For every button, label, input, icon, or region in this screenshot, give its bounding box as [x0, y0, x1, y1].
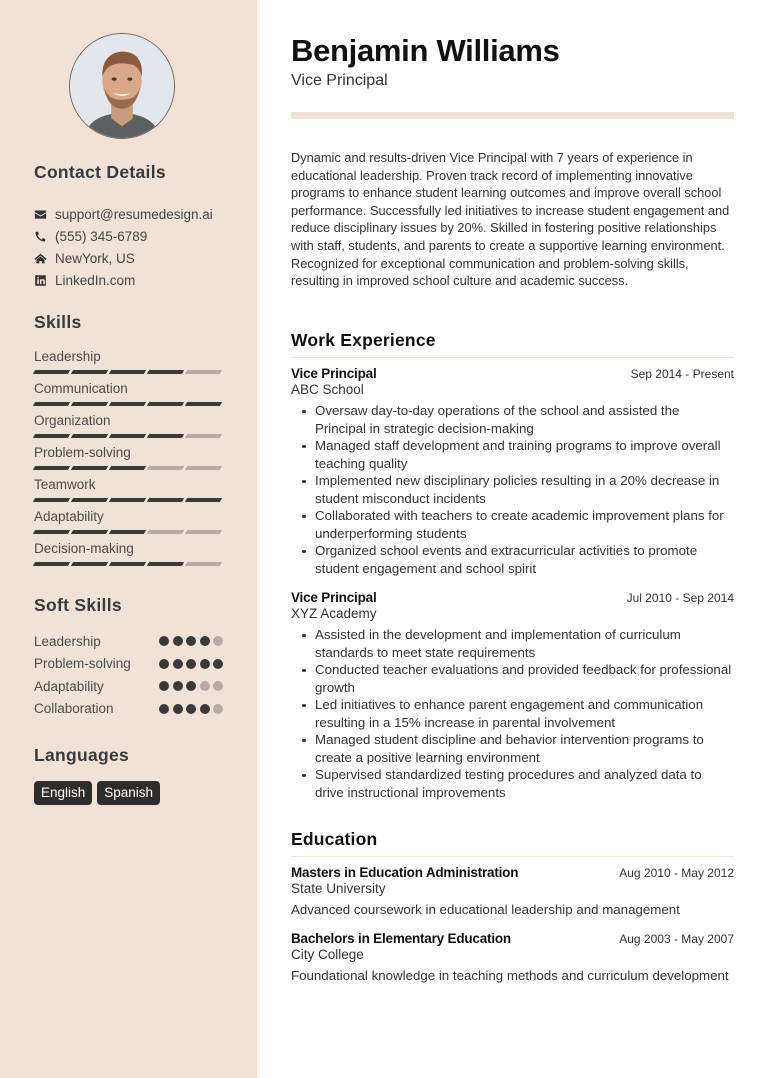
job-dates: Jul 2010 - Sep 2014	[626, 591, 734, 605]
skill-level-meter	[34, 562, 224, 566]
soft-skill-item	[34, 630, 224, 653]
rating-dot-filled	[173, 704, 183, 714]
rating-dot-filled	[186, 636, 196, 646]
education-heading: Education	[291, 829, 734, 857]
skill-bar-filled	[33, 530, 70, 534]
skill-bar-filled	[71, 402, 108, 406]
main-content	[291, 0, 734, 1078]
languages-heading: Languages	[34, 745, 130, 765]
soft-skills-heading: Soft Skills	[34, 595, 122, 615]
rating-dot-empty	[200, 681, 210, 691]
soft-skill-label: Leadership	[34, 633, 101, 649]
skill-item	[34, 443, 224, 475]
envelope-icon	[34, 208, 47, 221]
rating-dot-filled	[186, 659, 196, 669]
contact-location	[34, 247, 213, 269]
skill-label: Problem-solving	[34, 445, 131, 460]
person-avatar-icon	[70, 34, 174, 138]
soft-skill-rating	[159, 704, 224, 714]
rating-dot-empty	[213, 681, 223, 691]
skill-level-meter	[34, 530, 224, 534]
job-entry	[291, 590, 734, 801]
skill-bar-filled	[147, 434, 184, 438]
job-bullet: Implemented new disciplinary policies resulting in a 20% decrease in student misconduct incidents	[291, 472, 734, 507]
skill-bar-filled	[71, 530, 108, 534]
soft-skill-rating	[159, 681, 224, 691]
education-dates: Aug 2003 - May 2007	[619, 932, 734, 946]
skill-level-meter	[34, 434, 224, 438]
school-name: City College	[291, 947, 364, 962]
skill-bar-filled	[109, 434, 146, 438]
skill-bar-filled	[109, 562, 146, 566]
rating-dot-filled	[186, 681, 196, 691]
job-bullet: Organized school events and extracurricular activities to promote student engagement and school spirit	[291, 542, 734, 577]
contact-heading: Contact Details	[34, 162, 166, 182]
job-bullet: Oversaw day-to-day operations of the school and assisted the Principal in strategic decision-making	[291, 402, 734, 437]
skill-bar-filled	[109, 370, 146, 374]
email-text: support@resumedesign.ai	[55, 206, 213, 222]
skill-label: Adaptability	[34, 509, 104, 524]
contact-list	[34, 203, 213, 291]
skills-list	[34, 347, 224, 571]
rating-dot-empty	[213, 704, 223, 714]
soft-skill-label: Adaptability	[34, 678, 104, 694]
profile-photo	[69, 33, 175, 139]
skill-bar-filled	[147, 562, 184, 566]
education-entry	[291, 865, 734, 917]
skills-heading: Skills	[34, 312, 82, 332]
sidebar	[0, 0, 257, 1078]
contact-phone[interactable]	[34, 225, 213, 247]
home-icon	[34, 252, 47, 265]
skill-bar-filled	[71, 562, 108, 566]
skill-label: Teamwork	[34, 477, 96, 492]
skill-item	[34, 539, 224, 571]
school-name: State University	[291, 881, 386, 896]
skill-bar-filled	[185, 498, 222, 502]
soft-skill-item	[34, 675, 224, 698]
candidate-name: Benjamin Williams	[291, 33, 560, 68]
skill-bar-filled	[109, 498, 146, 502]
rating-dot-filled	[159, 659, 169, 669]
skill-bar-filled	[71, 466, 108, 470]
rating-dot-filled	[213, 659, 223, 669]
soft-skill-label: Problem-solving	[34, 656, 131, 672]
rating-dot-filled	[200, 636, 210, 646]
skill-bar-empty	[185, 562, 222, 566]
candidate-title: Vice Principal	[291, 72, 388, 89]
rating-dot-filled	[159, 636, 169, 646]
location-text: NewYork, US	[55, 250, 135, 266]
job-organization: XYZ Academy	[291, 606, 377, 621]
skill-item	[34, 347, 224, 379]
skill-level-meter	[34, 498, 224, 502]
linkedin-icon	[34, 274, 47, 287]
skill-bar-filled	[33, 402, 70, 406]
soft-skill-rating	[159, 636, 224, 646]
soft-skill-item	[34, 698, 224, 721]
job-organization: ABC School	[291, 382, 364, 397]
phone-icon	[34, 230, 47, 243]
job-bullets	[291, 626, 734, 801]
skill-bar-filled	[71, 434, 108, 438]
job-bullet: Collaborated with teachers to create academic improvement plans for underperforming students	[291, 507, 734, 542]
profile-summary: Dynamic and results-driven Vice Principal with 7 years of experience in educational leadership. Proven track record of implementing innovative programs to enhance student learning outcomes and improve overall school performance. Successfully led initiatives to increase student engagement and reduce disciplinary issues by 20%. Skilled in fostering positive relationships with staff, students, and parents to create a supportive learning environment. Recognized for exceptional communication and problem-solving skills, resulting in improved school culture and academic success.	[291, 150, 730, 289]
job-entry	[291, 366, 734, 577]
skill-bar-filled	[33, 434, 70, 438]
job-bullet: Led initiatives to enhance parent engagement and communication resulting in a 15% increase in parental involvement	[291, 696, 734, 731]
languages-list	[34, 781, 160, 805]
language-tag: Spanish	[97, 781, 160, 805]
rating-dot-filled	[186, 704, 196, 714]
skill-bar-filled	[71, 370, 108, 374]
skill-bar-filled	[147, 402, 184, 406]
skill-item	[34, 475, 224, 507]
skill-bar-empty	[185, 466, 222, 470]
skill-item	[34, 379, 224, 411]
header-divider	[291, 112, 734, 119]
soft-skill-rating	[159, 659, 224, 669]
job-bullet: Conducted teacher evaluations and provided feedback for professional growth	[291, 661, 734, 696]
skill-bar-filled	[109, 466, 146, 470]
soft-skill-item	[34, 653, 224, 676]
education-entry	[291, 931, 734, 983]
rating-dot-filled	[173, 681, 183, 691]
rating-dot-filled	[200, 659, 210, 669]
skill-bar-empty	[147, 530, 184, 534]
skill-label: Organization	[34, 413, 111, 428]
skill-level-meter	[34, 370, 224, 374]
rating-dot-filled	[173, 659, 183, 669]
skill-label: Leadership	[34, 349, 101, 364]
soft-skills-list	[34, 630, 224, 720]
job-dates: Sep 2014 - Present	[630, 367, 734, 381]
rating-dot-filled	[159, 681, 169, 691]
job-title: Vice Principal	[291, 366, 377, 381]
degree-title: Bachelors in Elementary Education	[291, 931, 511, 946]
skill-level-meter	[34, 402, 224, 406]
rating-dot-filled	[173, 636, 183, 646]
skill-bar-filled	[33, 562, 70, 566]
job-bullet: Assisted in the development and implementation of curriculum standards to meet state requirements	[291, 626, 734, 661]
skill-bar-filled	[33, 466, 70, 470]
skill-item	[34, 411, 224, 443]
skill-bar-filled	[33, 498, 70, 502]
skill-bar-empty	[185, 530, 222, 534]
soft-skill-label: Collaboration	[34, 701, 114, 717]
education-description: Advanced coursework in educational leadership and management	[291, 902, 680, 917]
job-title: Vice Principal	[291, 590, 377, 605]
skill-bar-filled	[147, 498, 184, 502]
skill-bar-filled	[71, 498, 108, 502]
skill-bar-empty	[185, 370, 222, 374]
skill-bar-empty	[185, 434, 222, 438]
skill-bar-filled	[109, 530, 146, 534]
contact-email[interactable]	[34, 203, 213, 225]
skill-bar-filled	[185, 402, 222, 406]
rating-dot-filled	[159, 704, 169, 714]
phone-text: (555) 345-6789	[55, 228, 148, 244]
education-description: Foundational knowledge in teaching methods and curriculum development	[291, 968, 729, 983]
rating-dot-filled	[200, 704, 210, 714]
language-tag: English	[34, 781, 92, 805]
skill-bar-filled	[147, 370, 184, 374]
work-experience-heading: Work Experience	[291, 330, 734, 358]
skill-label: Communication	[34, 381, 128, 396]
job-bullet: Supervised standardized testing procedures and analyzed data to drive instructional improvements	[291, 766, 734, 801]
job-bullet: Managed student discipline and behavior intervention programs to create a positive learning environment	[291, 731, 734, 766]
skill-label: Decision-making	[34, 541, 134, 556]
skill-bar-filled	[33, 370, 70, 374]
skill-bar-filled	[109, 402, 146, 406]
education-dates: Aug 2010 - May 2012	[619, 866, 734, 880]
skill-level-meter	[34, 466, 224, 470]
job-bullet: Managed staff development and training programs to improve overall teaching quality	[291, 437, 734, 472]
rating-dot-empty	[213, 636, 223, 646]
degree-title: Masters in Education Administration	[291, 865, 519, 880]
skill-bar-empty	[147, 466, 184, 470]
skill-item	[34, 507, 224, 539]
job-bullets	[291, 402, 734, 577]
contact-linkedin[interactable]	[34, 269, 213, 291]
linkedin-text: LinkedIn.com	[55, 272, 136, 288]
